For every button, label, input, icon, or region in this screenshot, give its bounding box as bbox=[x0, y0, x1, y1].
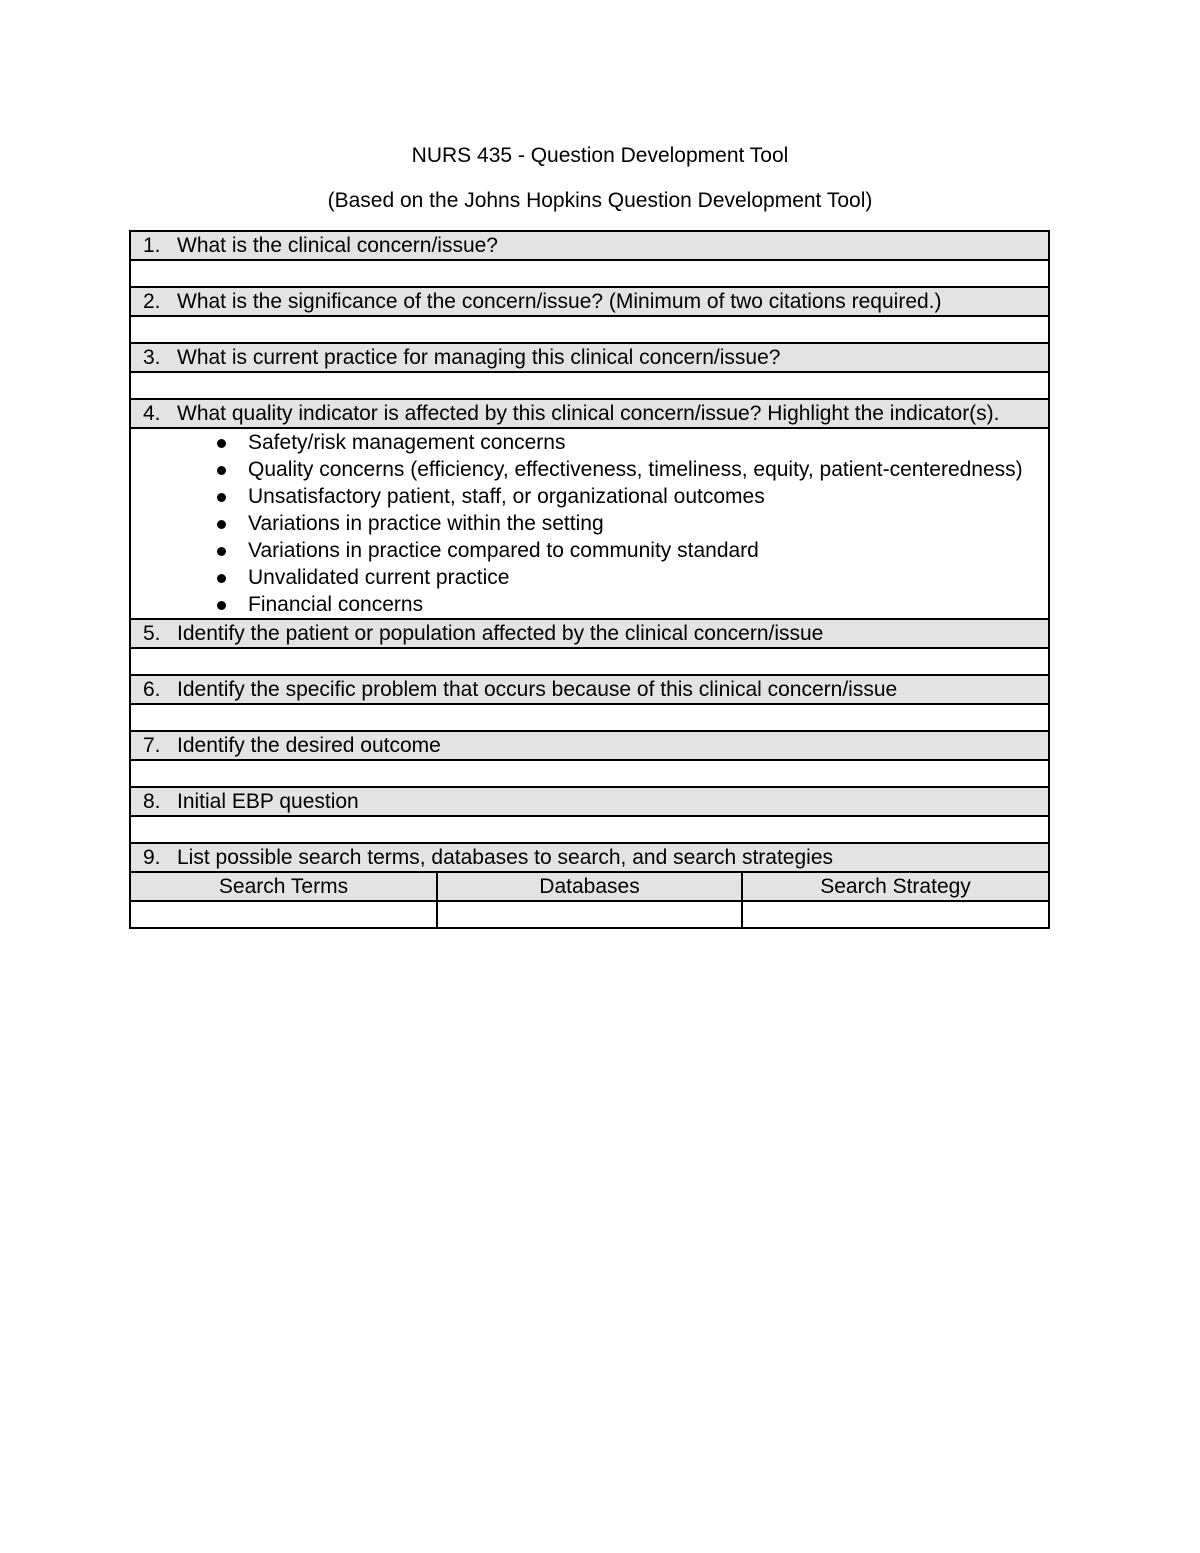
answer-row-2 bbox=[130, 316, 1049, 343]
answer-field-3[interactable] bbox=[130, 372, 1049, 399]
question-row-5 bbox=[130, 619, 1049, 648]
question-text: Initial EBP question bbox=[177, 790, 359, 813]
question-number: 9. bbox=[143, 846, 161, 869]
question-text: What is the clinical concern/issue? bbox=[177, 234, 498, 257]
question-text: What is current practice for managing this clinical concern/issue? bbox=[177, 346, 781, 369]
bullet-icon bbox=[217, 601, 226, 610]
indicator-item[interactable]: Unsatisfactory patient, staff, or organizational outcomes bbox=[248, 483, 1038, 510]
bullet-icon bbox=[217, 466, 226, 475]
quality-indicator-list bbox=[131, 429, 1048, 618]
answer-row-3 bbox=[130, 372, 1049, 399]
bullet-icon bbox=[217, 439, 226, 448]
search-terms-field[interactable] bbox=[130, 901, 437, 928]
search-table-header-row bbox=[130, 872, 1049, 901]
indicator-list-row bbox=[130, 428, 1049, 619]
search-strategy-field[interactable] bbox=[742, 901, 1049, 928]
question-number: 5. bbox=[143, 622, 161, 645]
indicator-item[interactable]: Variations in practice compared to community standard bbox=[248, 537, 1038, 564]
answer-field-8[interactable] bbox=[130, 816, 1049, 843]
question-text: What is the significance of the concern/issue? (Minimum of two citations required.) bbox=[177, 290, 942, 313]
question-number: 3. bbox=[143, 346, 161, 369]
question-development-table bbox=[129, 230, 1050, 929]
question-row-7 bbox=[130, 731, 1049, 760]
search-table-entry-row bbox=[130, 901, 1049, 928]
question-text: Identify the desired outcome bbox=[177, 734, 441, 757]
question-number: 1. bbox=[143, 234, 161, 257]
question-number: 4. bbox=[143, 402, 161, 425]
question-row-8 bbox=[130, 787, 1049, 816]
question-text: What quality indicator is affected by this clinical concern/issue? Highlight the indicator(s). bbox=[177, 402, 1000, 425]
answer-field-2[interactable] bbox=[130, 316, 1049, 343]
question-number: 7. bbox=[143, 734, 161, 757]
answer-row-6 bbox=[130, 704, 1049, 731]
databases-header: Databases bbox=[437, 872, 742, 901]
question-text: List possible search terms, databases to search, and search strategies bbox=[177, 846, 834, 869]
answer-row-1 bbox=[130, 260, 1049, 287]
indicator-item[interactable]: Quality concerns (efficiency, effectiveness, timeliness, equity, patient-centeredness) bbox=[248, 456, 1038, 483]
answer-field-5[interactable] bbox=[130, 648, 1049, 675]
answer-field-7[interactable] bbox=[130, 760, 1049, 787]
answer-row-8 bbox=[130, 816, 1049, 843]
question-number: 2. bbox=[143, 290, 161, 313]
answer-field-1[interactable] bbox=[130, 260, 1049, 287]
question-row-9 bbox=[130, 843, 1049, 872]
question-row-4 bbox=[130, 399, 1049, 428]
bullet-icon bbox=[217, 493, 226, 502]
answer-field-6[interactable] bbox=[130, 704, 1049, 731]
question-row-3 bbox=[130, 343, 1049, 372]
search-strategy-header: Search Strategy bbox=[742, 872, 1049, 901]
question-number: 6. bbox=[143, 678, 161, 701]
question-row-1 bbox=[130, 231, 1049, 260]
bullet-icon bbox=[217, 520, 226, 529]
question-row-6 bbox=[130, 675, 1049, 704]
databases-field[interactable] bbox=[437, 901, 742, 928]
question-row-2 bbox=[130, 287, 1049, 316]
indicator-item[interactable]: Variations in practice within the setting bbox=[248, 510, 1038, 537]
bullet-icon bbox=[217, 547, 226, 556]
question-number: 8. bbox=[143, 790, 161, 813]
question-text: Identify the patient or population affected by the clinical concern/issue bbox=[177, 622, 824, 645]
document-subtitle: (Based on the Johns Hopkins Question Development Tool) bbox=[327, 189, 873, 212]
bullet-icon bbox=[217, 574, 226, 583]
search-terms-header: Search Terms bbox=[130, 872, 437, 901]
indicator-item[interactable]: Unvalidated current practice bbox=[248, 564, 1038, 591]
indicator-item[interactable]: Safety/risk management concerns bbox=[248, 429, 1038, 456]
indicator-item[interactable]: Financial concerns bbox=[248, 591, 1038, 618]
answer-row-5 bbox=[130, 648, 1049, 675]
question-text: Identify the specific problem that occurs because of this clinical concern/issue bbox=[177, 678, 898, 701]
document-title: NURS 435 - Question Development Tool bbox=[411, 144, 789, 167]
answer-row-7 bbox=[130, 760, 1049, 787]
